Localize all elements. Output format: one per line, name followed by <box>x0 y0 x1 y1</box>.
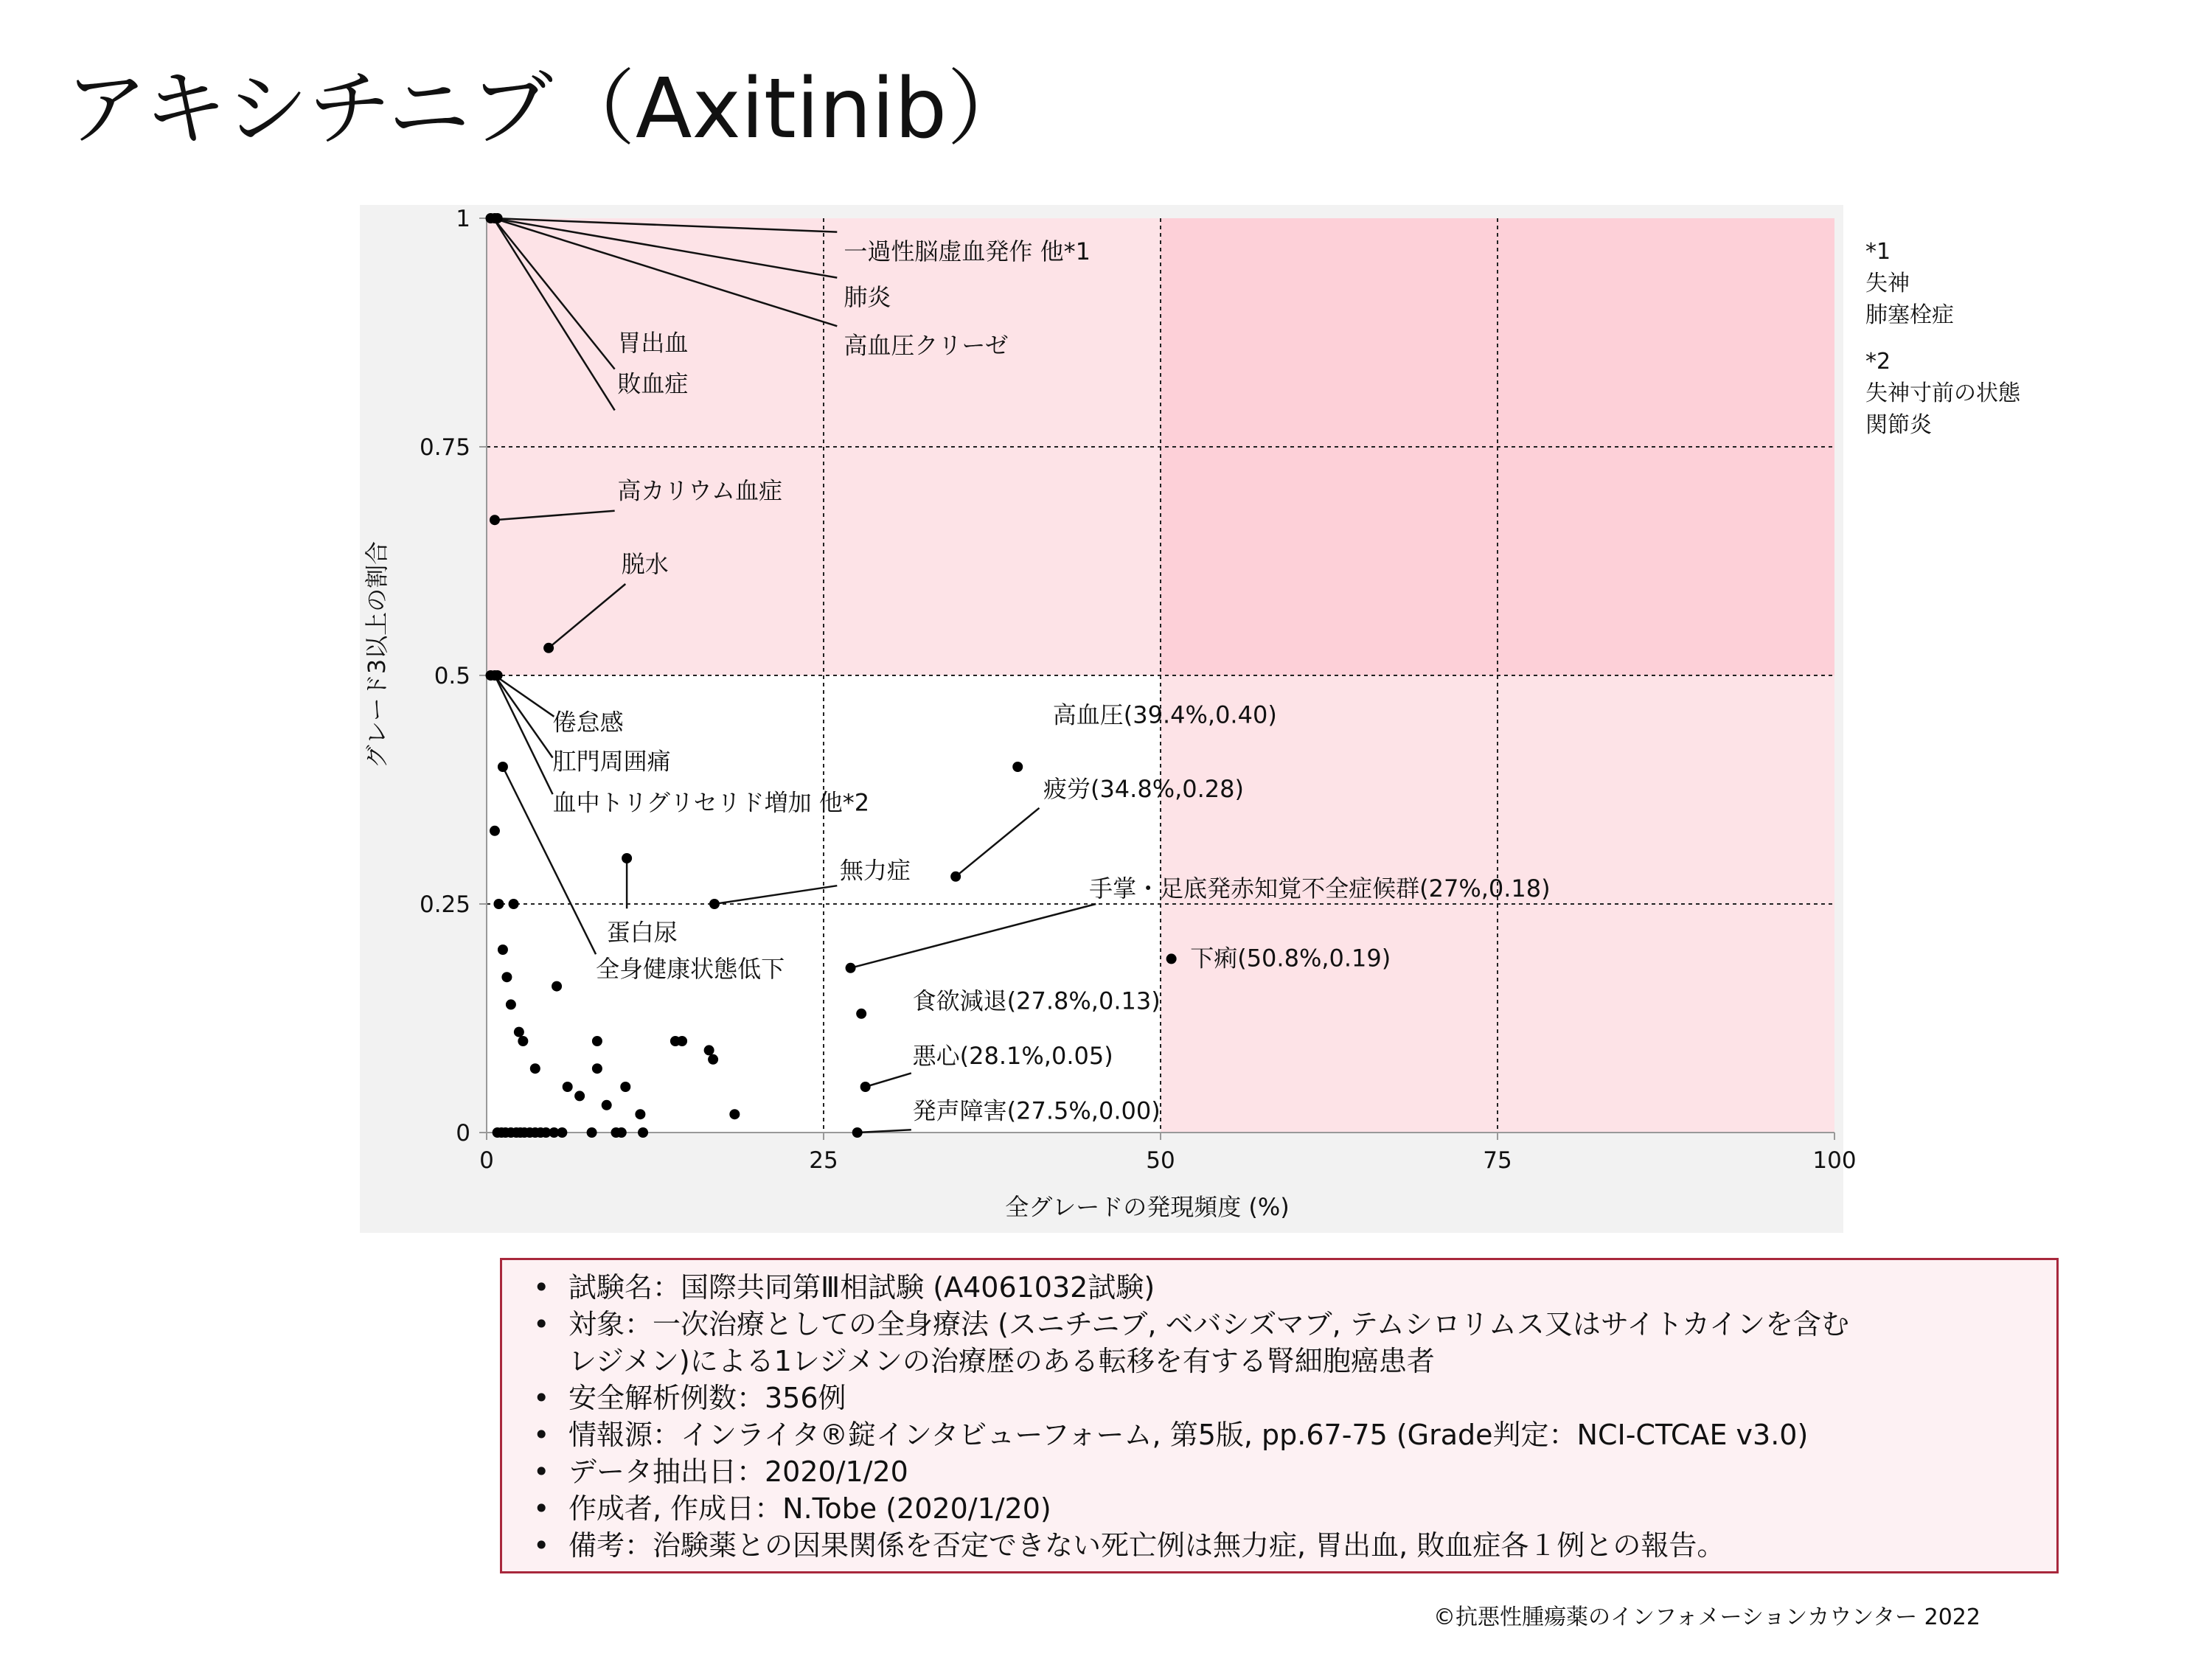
data-point <box>638 1127 648 1138</box>
data-point <box>509 899 519 909</box>
study-info-text: 作成者, 作成日：N.Tobe (2020/1/20) <box>568 1492 1051 1525</box>
y-tick-label: 1 <box>456 206 470 232</box>
study-info-item <box>517 1380 2042 1416</box>
data-point <box>592 1036 602 1046</box>
data-point <box>1166 953 1177 964</box>
study-info-text: 対象：一次治療としての全身療法 (スニチニブ, ベバシズマブ, テムシロリムス又はサイトカインを含む <box>568 1308 1849 1340</box>
study-info-box <box>500 1258 2059 1573</box>
data-point <box>1012 762 1023 772</box>
footnote-item: 関節炎 <box>1865 412 1932 438</box>
data-point <box>860 1082 871 1092</box>
data-point <box>543 643 554 653</box>
bullet-icon: • <box>533 1382 550 1414</box>
data-point <box>592 1063 602 1074</box>
data-point <box>514 1027 524 1037</box>
study-info-item <box>517 1269 2042 1306</box>
study-info-item <box>517 1527 2042 1564</box>
bullet-icon: • <box>533 1492 550 1525</box>
data-point <box>587 1127 597 1138</box>
data-point <box>852 1127 863 1138</box>
annotation-label: 疲労(34.8%,0.28) <box>1043 774 1245 803</box>
data-point <box>498 762 508 772</box>
study-info-item <box>517 1306 2042 1380</box>
data-point <box>846 963 856 973</box>
annotation-label: 手掌・足底発赤知覚不全症候群(27%,0.18) <box>1089 874 1551 903</box>
annotation-label: 高血圧(39.4%,0.40) <box>1052 700 1277 729</box>
page-title: アキシチニブ（Axitinib） <box>65 61 1030 157</box>
bullet-icon: • <box>533 1271 550 1304</box>
study-info-text-continued: レジメン)による1レジメンの治療歴のある転移を有する腎細胞癌患者 <box>568 1345 1435 1377</box>
y-tick-label: 0.25 <box>419 891 470 918</box>
annotation-label: 胃出血 <box>617 328 689 357</box>
data-point <box>708 1054 718 1065</box>
data-point <box>620 1082 630 1092</box>
annotation-label: 高血圧クリーゼ <box>844 331 1009 360</box>
annotation-label: 食欲減退(27.8%,0.13) <box>912 987 1161 1015</box>
data-point <box>622 853 632 863</box>
annotation-label: 血中トリグリセリド増加 他*2 <box>552 788 870 817</box>
annotation-label: 悪心(28.1%,0.05) <box>912 1042 1113 1070</box>
x-axis-label: 全グレードの発現頻度 (%) <box>1005 1193 1290 1221</box>
data-point <box>506 999 516 1009</box>
annotation-label: 全身健康状態低下 <box>596 955 785 984</box>
data-point <box>501 972 512 982</box>
study-info-text: 情報源：インライタ®錠インタビューフォーム, 第5版, pp.67-75 (Grade判定：NCI-CTCAE v3.0) <box>568 1419 1809 1451</box>
data-point <box>602 1100 612 1110</box>
x-tick-label: 25 <box>809 1147 838 1174</box>
data-point <box>635 1109 645 1119</box>
data-point <box>563 1082 573 1092</box>
footnote-item: 失神寸前の状態 <box>1865 380 2020 406</box>
bullet-icon: • <box>533 1455 550 1488</box>
y-tick-label: 0.5 <box>434 663 470 689</box>
annotation-label: 脱水 <box>621 549 669 578</box>
annotation-label: 肛門周囲痛 <box>552 747 671 776</box>
annotation-label: 一過性脳虚血発作 他*1 <box>844 237 1091 265</box>
x-tick-label: 100 <box>1812 1147 1857 1174</box>
data-point <box>709 899 720 909</box>
footnotes <box>1865 236 2020 441</box>
data-point <box>530 1063 540 1074</box>
annotation-label: 肺炎 <box>844 282 891 311</box>
bullet-icon: • <box>533 1308 550 1340</box>
study-info-item <box>517 1453 2042 1490</box>
study-info-item <box>517 1490 2042 1527</box>
annotation-label: 下痢(50.8%,0.19) <box>1190 944 1391 973</box>
data-point <box>490 826 500 836</box>
data-point <box>950 872 961 882</box>
annotation-label: 敗血症 <box>617 369 689 398</box>
data-point <box>490 515 500 525</box>
data-point <box>518 1036 528 1046</box>
copyright: ©抗悪性腫瘍薬のインフォメーションカウンター 2022 <box>1433 1604 1980 1630</box>
data-point <box>493 670 503 681</box>
study-info-item <box>517 1416 2042 1453</box>
annotation-label: 発声障害(27.5%,0.00) <box>912 1096 1161 1125</box>
annotation-label: 倦怠感 <box>552 708 624 737</box>
study-info-text: データ抽出日：2020/1/20 <box>568 1455 908 1488</box>
annotation-label: 高カリウム血症 <box>617 476 783 505</box>
data-point <box>557 1127 567 1138</box>
footnote-item: 失神 <box>1865 271 1910 296</box>
data-point <box>493 899 504 909</box>
x-tick-label: 50 <box>1146 1147 1175 1174</box>
annotation-label: 蛋白尿 <box>606 918 678 947</box>
footnote-mark: *2 <box>1865 349 1891 375</box>
x-tick-label: 0 <box>479 1147 494 1174</box>
study-info-text: 試験名：国際共同第Ⅲ相試験 (A4061032試験) <box>568 1271 1155 1304</box>
data-point <box>616 1127 627 1138</box>
study-info-text: 備考：治験薬との因果関係を否定できない死亡例は無力症, 胃出血, 敗血症各１例との報告。 <box>568 1529 1725 1562</box>
footnote-spacer <box>1865 331 2020 346</box>
study-info-text: 安全解析例数：356例 <box>568 1382 846 1414</box>
study-info-list <box>517 1269 2042 1564</box>
data-point <box>677 1036 687 1046</box>
annotation-label: 無力症 <box>839 856 911 885</box>
x-tick-label: 75 <box>1483 1147 1512 1174</box>
y-tick-label: 0 <box>456 1120 470 1147</box>
bullet-icon: • <box>533 1419 550 1451</box>
data-point <box>552 981 562 992</box>
data-point <box>493 213 503 223</box>
data-point <box>704 1045 714 1055</box>
footnote-mark: *1 <box>1865 239 1891 265</box>
data-point <box>729 1109 740 1119</box>
y-tick-label: 0.75 <box>419 434 470 461</box>
footnote-item: 肺塞栓症 <box>1865 302 1954 328</box>
y-axis-label: グレード3以上の割合 <box>363 540 391 769</box>
data-point <box>856 1009 866 1019</box>
bullet-icon: • <box>533 1529 550 1562</box>
data-point <box>574 1091 585 1101</box>
data-point <box>498 945 508 955</box>
